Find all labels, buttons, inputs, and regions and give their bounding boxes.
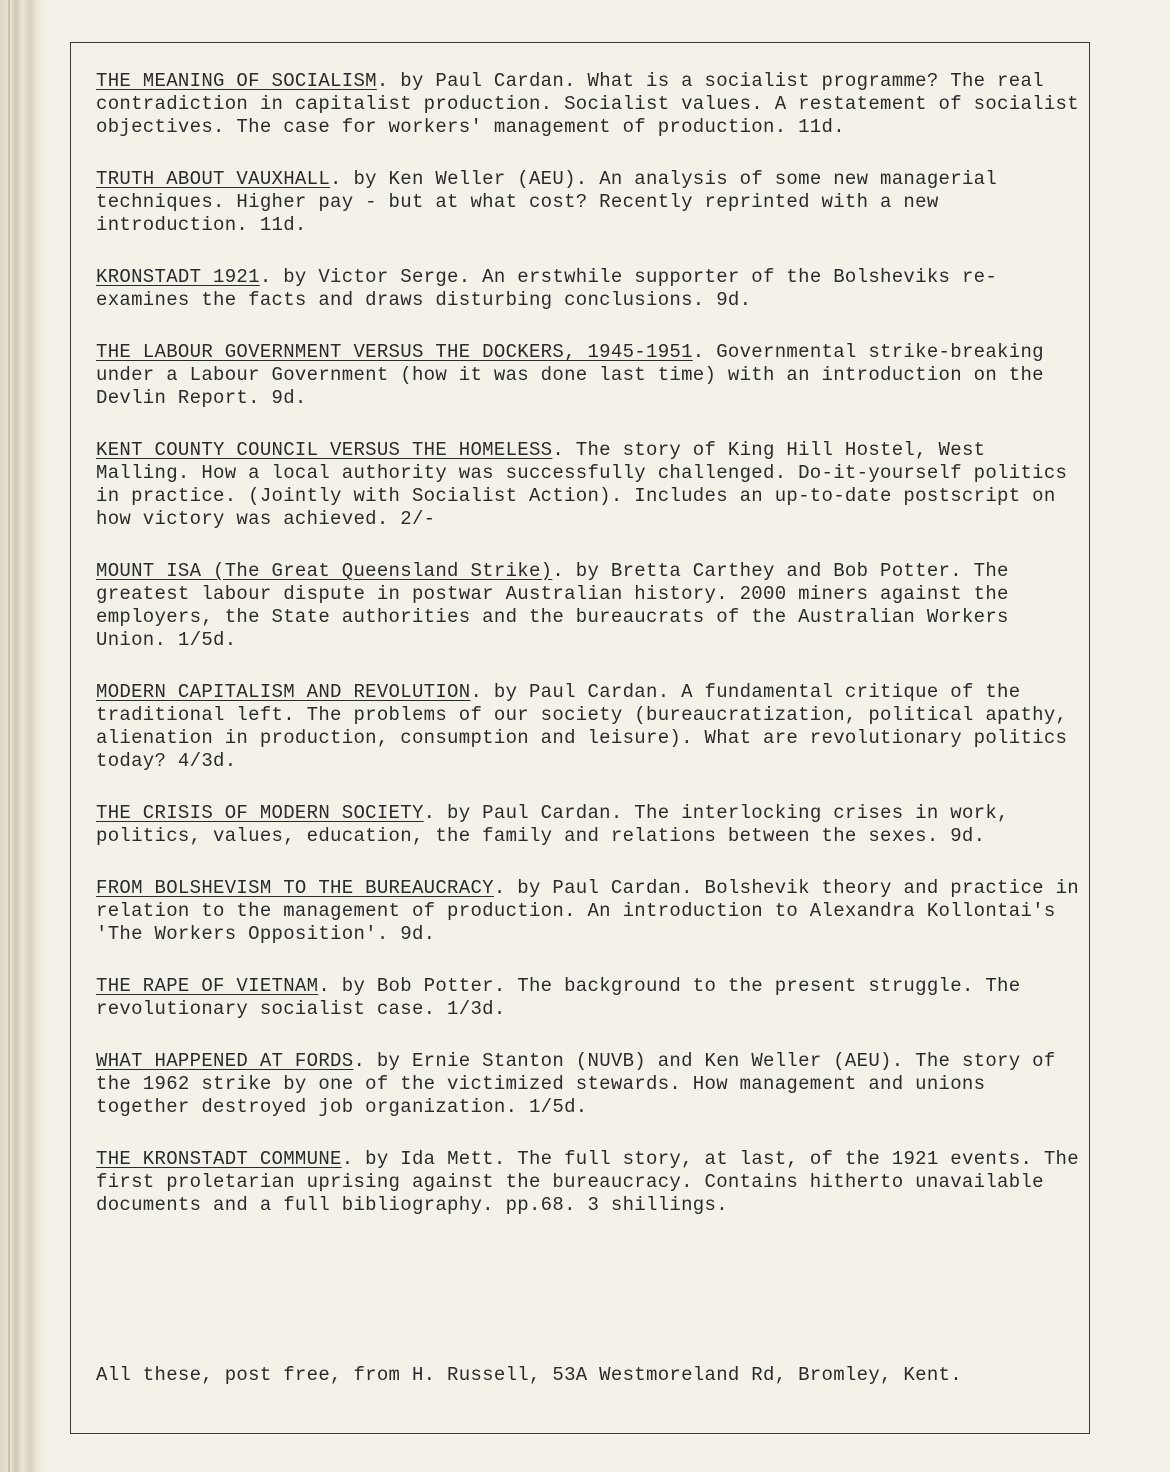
publication-title: THE RAPE OF VIETNAM [96,975,319,997]
page-binding-edge [0,0,46,1472]
list-item [96,1050,1081,1119]
publication-description: . by Bretta Carthey and Bob Potter. The greatest labour dispute in postwar Australian history. 2000 miners against the employers, the State authorities and the bureaucrats of the Australian Workers Union. 1/5d. [96,560,1009,651]
publication-description: . by Ida Mett. The full story, at last, of the 1921 events. The first proletarian uprising against the bureaucracy. Contains hitherto unavailable documents and a full bibliography. pp.68. 3 shillings. [96,1148,1079,1216]
publication-title: MODERN CAPITALISM AND REVOLUTION [96,681,471,703]
publication-title: THE MEANING OF SOCIALISM [96,70,377,92]
publication-title: THE CRISIS OF MODERN SOCIETY [96,802,424,824]
publication-list [96,70,1081,1246]
publication-description: . by Ernie Stanton (NUVB) and Ken Weller (AEU). The story of the 1962 strike by one of the victimized stewards. How management and unions together destroyed job organization. 1/5d. [96,1050,1056,1118]
list-item [96,877,1081,946]
publication-title: WHAT HAPPENED AT FORDS [96,1050,354,1072]
publication-title: KRONSTADT 1921 [96,266,260,288]
list-item [96,168,1081,237]
publication-description: . by Paul Cardan. Bolshevik theory and practice in relation to the management of production. An introduction to Alexandra Kollontai's 'The Workers Opposition'. 9d. [96,877,1079,945]
publication-title: KENT COUNTY COUNCIL VERSUS THE HOMELESS [96,439,553,461]
publication-description: . by Victor Serge. An erstwhile supporter of the Bolsheviks re-examines the facts and draws disturbing conclusions. 9d. [96,266,998,311]
list-item [96,266,1081,312]
publication-description: . The story of King Hill Hostel, West Malling. How a local authority was successfully challenged. Do-it-yourself politics in practice. (Jointly with Socialist Action). Includes an up-to-date postscript on how victory was achieved. 2/- [96,439,1068,530]
list-item [96,802,1081,848]
publication-title: MOUNT ISA (The Great Queensland Strike) [96,560,553,582]
publication-description: . by Bob Potter. The background to the present struggle. The revolutionary socialist case. 1/3d. [96,975,1021,1020]
list-item [96,560,1081,652]
publication-description: . by Ken Weller (AEU). An analysis of some new managerial techniques. Higher pay - but at what cost? Recently reprinted with a new introduction. 11d. [96,168,998,236]
publication-description: . Governmental strike-breaking under a Labour Government (how it was done last time) with an introduction on the Devlin Report. 9d. [96,341,1044,409]
publication-description: . by Paul Cardan. The interlocking crises in work, politics, values, education, the family and relations between the sexes. 9d. [96,802,1009,847]
list-item [96,1148,1081,1217]
list-item [96,70,1081,139]
publication-title: THE LABOUR GOVERNMENT VERSUS THE DOCKERS, 1945-1951 [96,341,693,363]
publication-title: THE KRONSTADT COMMUNE [96,1148,342,1170]
list-item [96,975,1081,1021]
ordering-address: All these, post free, from H. Russell, 53A Westmoreland Rd, Bromley, Kent. [96,1364,962,1386]
publication-title: FROM BOLSHEVISM TO THE BUREAUCRACY [96,877,494,899]
list-item [96,681,1081,773]
publication-description: . by Paul Cardan. What is a socialist programme? The real contradiction in capitalist production. Socialist values. A restatement of socialist objectives. The case for workers' management of production. 11d. [96,70,1079,138]
publication-description: . by Paul Cardan. A fundamental critique of the traditional left. The problems of our society (bureaucratization, political apathy, alienation in production, consumption and leisure). What are revolutionary politics today? 4/3d. [96,681,1068,772]
list-item [96,439,1081,531]
list-item [96,341,1081,410]
publication-title: TRUTH ABOUT VAUXHALL [96,168,331,190]
